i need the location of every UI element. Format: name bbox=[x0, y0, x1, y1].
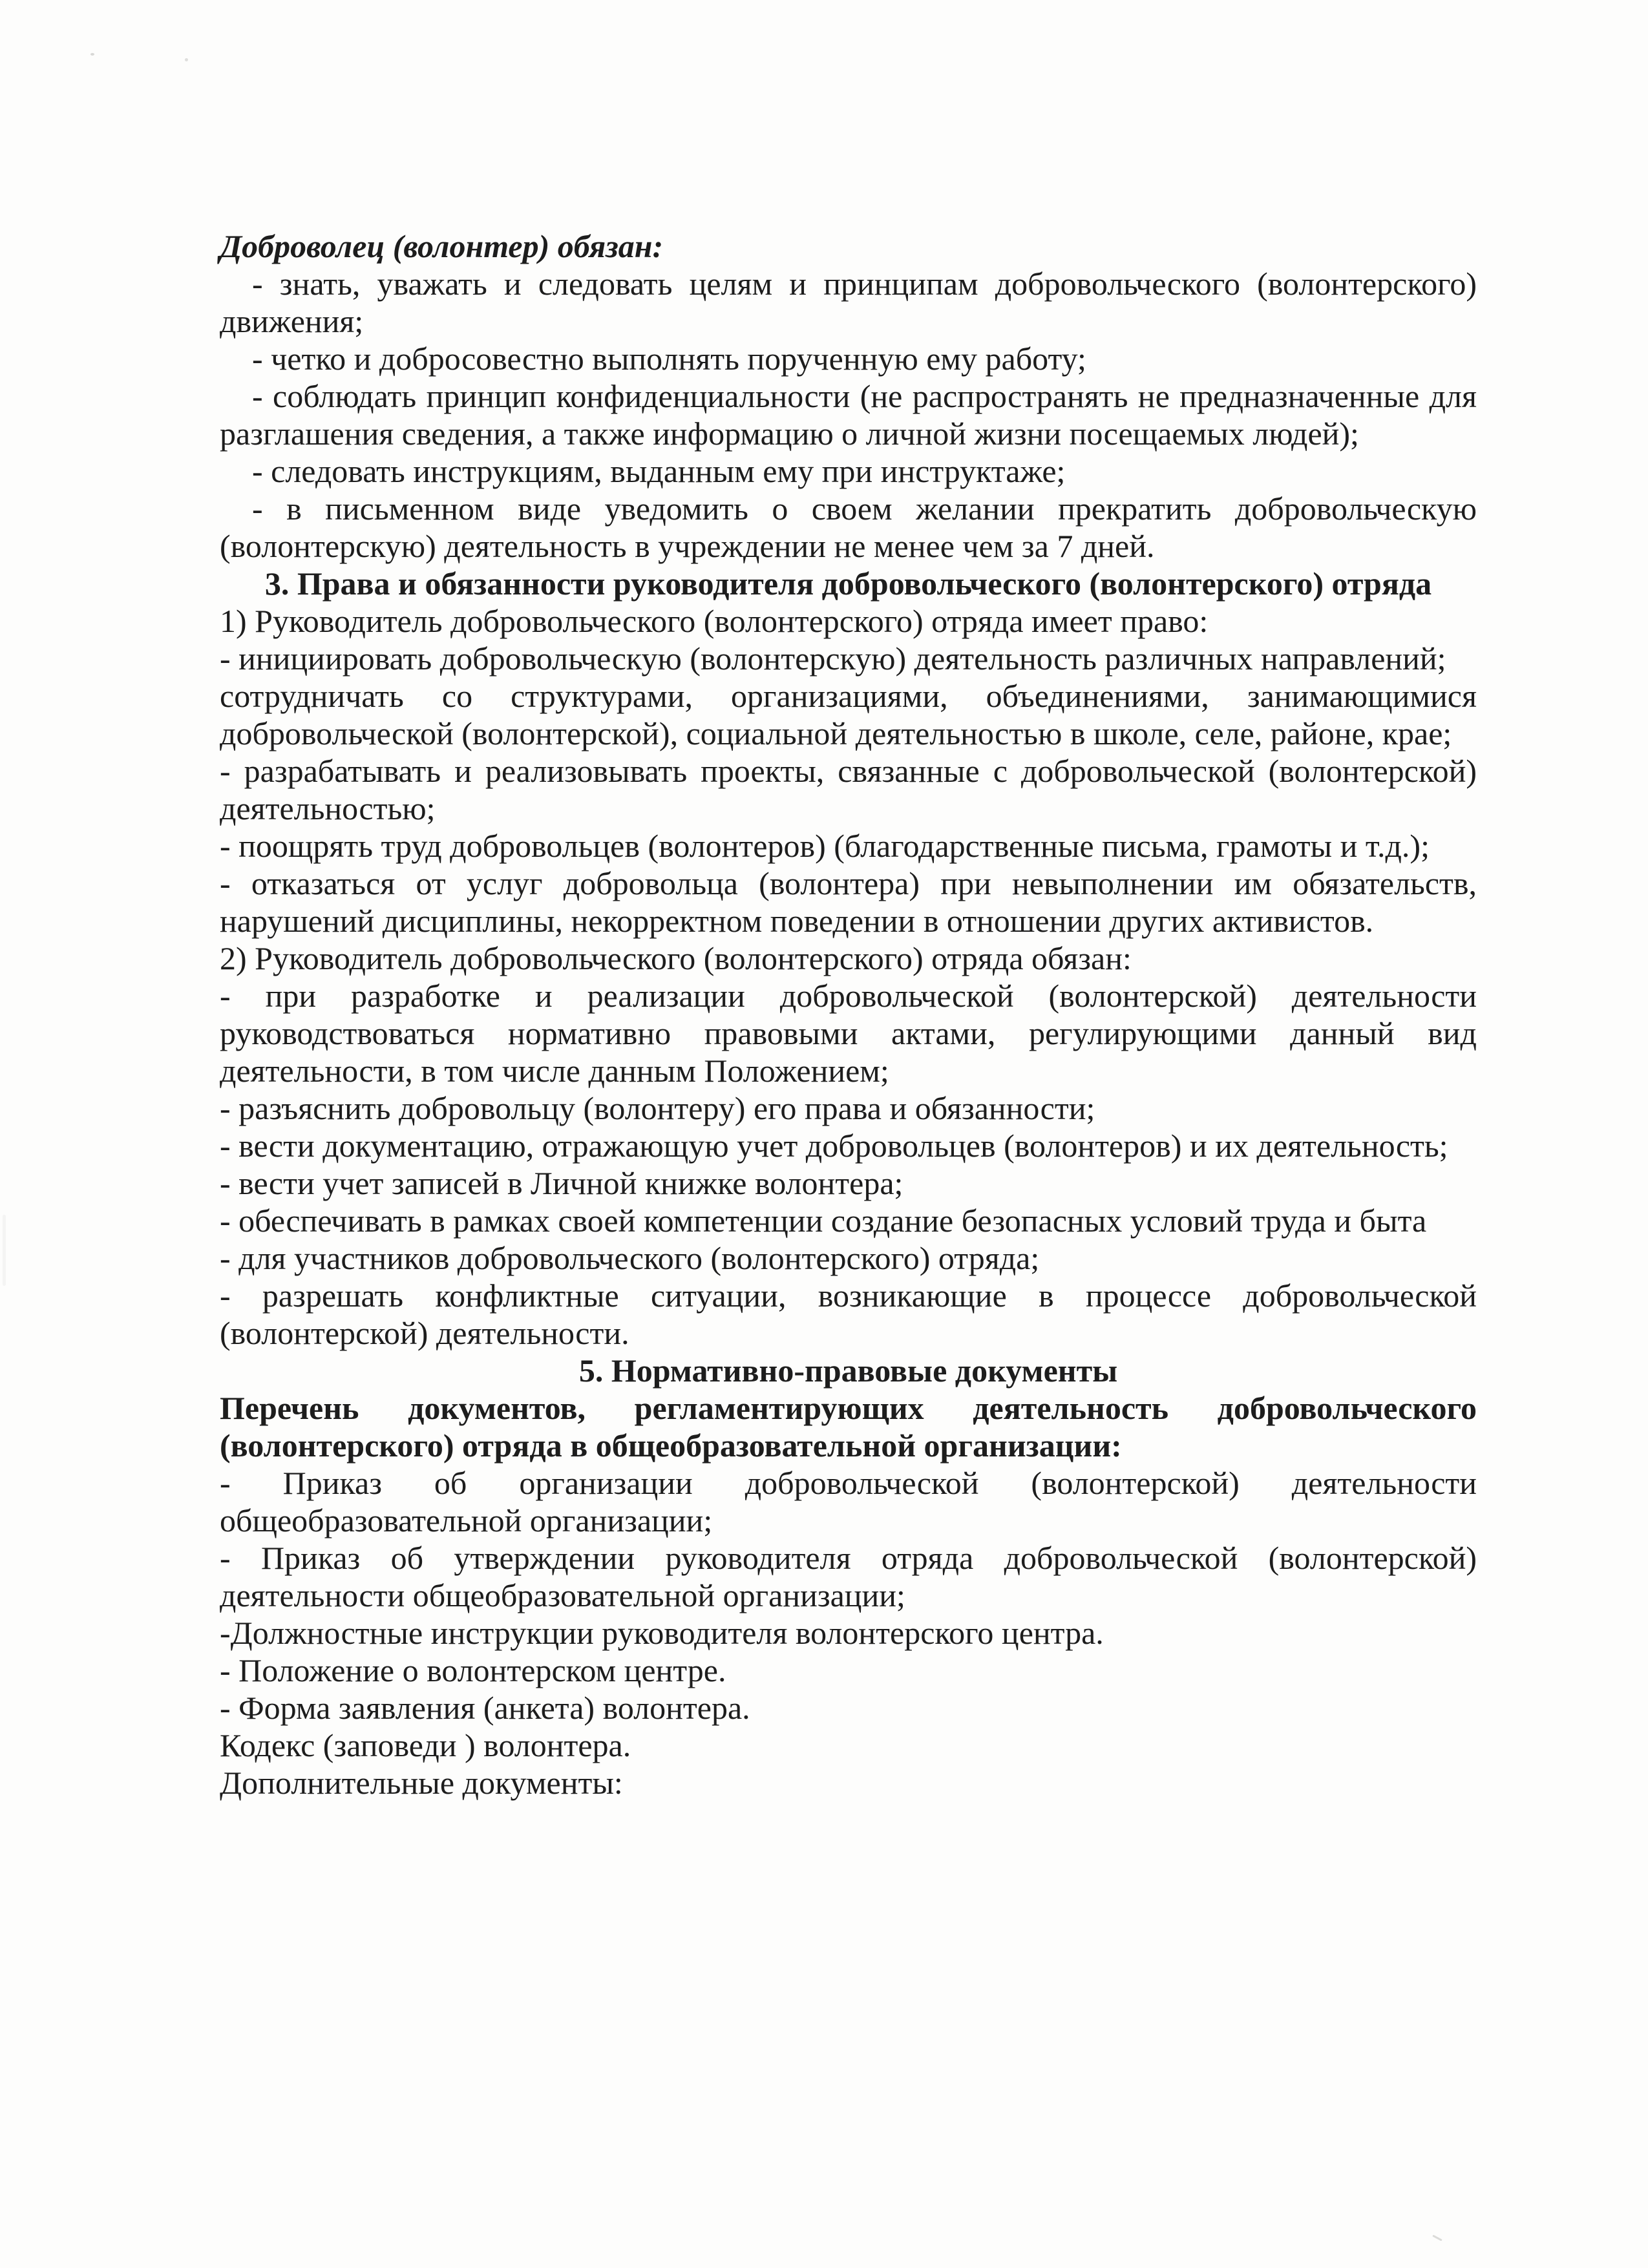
leader-duty-item: - разрешать конфликтные ситуации, возникающие в процессе добровольческой (волонтерской) деятельности. bbox=[220, 1277, 1477, 1351]
duty-item: - в письменном виде уведомить о своем желании прекратить добровольческую (волонтерскую) деятельность в учреждении не менее чем за 7 дней. bbox=[220, 490, 1477, 564]
leader-rights-intro: 1) Руководитель добровольческого (волонтерского) отряда имеет право: bbox=[220, 603, 1209, 639]
document-item: - Форма заявления (анкета) волонтера. bbox=[220, 1690, 750, 1726]
document-item: - Приказ об организации добровольческой (волонтерской) деятельности общеобразовательной организации; bbox=[220, 1465, 1477, 1538]
duty-item: - четко и добросовестно выполнять порученную ему работу; bbox=[252, 341, 1086, 377]
right-item: - отказаться от услуг добровольца (волонтера) при невыполнении им обязательств, нарушений дисциплины, некорректном поведении в отношении других активистов. bbox=[220, 865, 1477, 939]
duty-item: - знать, уважать и следовать целям и принципам добровольческого (волонтерского) движения; bbox=[220, 266, 1477, 339]
right-item: сотрудничать со структурами, организациями, объединениями, занимающимися добровольческой (волонтерской), социальной деятельностью в школе, селе, районе, крае; bbox=[220, 678, 1477, 751]
scan-artifact bbox=[185, 58, 188, 61]
document-item: - Приказ об утверждении руководителя отряда добровольческой (волонтерской) деятельности общеобразовательной организации; bbox=[220, 1540, 1477, 1613]
volunteer-duties-heading: Доброволец (волонтер) обязан: bbox=[220, 228, 664, 264]
leader-duty-item: - разъяснить добровольцу (волонтеру) его права и обязанности; bbox=[220, 1090, 1095, 1126]
document-content bbox=[220, 227, 1477, 1801]
right-item: - поощрять труд добровольцев (волонтеров) (благодарственные письма, грамоты и т.д.); bbox=[220, 828, 1430, 864]
scan-artifact bbox=[1432, 2234, 1442, 2241]
document-item: Кодекс (заповеди ) волонтера. bbox=[220, 1727, 631, 1763]
scan-artifact bbox=[90, 53, 94, 56]
document-item: - Положение о волонтерском центре. bbox=[220, 1652, 726, 1688]
duty-item: - следовать инструкциям, выданным ему при инструктаже; bbox=[252, 453, 1066, 489]
right-item: - разрабатывать и реализовывать проекты, связанные с добровольческой (волонтерской) деятельностью; bbox=[220, 753, 1477, 826]
section-5-heading: 5. Нормативно-правовые документы bbox=[578, 1352, 1118, 1389]
document-item: -Должностные инструкции руководителя волонтерского центра. bbox=[220, 1615, 1104, 1651]
documents-list-intro: Перечень документов, регламентирующих деятельность добровольческого (волонтерского) отряда в общеобразовательной организации: bbox=[220, 1390, 1477, 1464]
document-item: Дополнительные документы: bbox=[220, 1765, 623, 1801]
leader-duty-item: - вести учет записей в Личной книжке волонтера; bbox=[220, 1165, 903, 1201]
leader-duty-item: - обеспечивать в рамках своей компетенции создание безопасных условий труда и быта bbox=[220, 1202, 1427, 1239]
leader-duty-item: - для участников добровольческого (волонтерского) отряда; bbox=[220, 1240, 1040, 1276]
duty-item: - соблюдать принцип конфиденциальности (не распространять не предназначенные для разглашения сведения, а также информацию о личной жизни посещаемых людей); bbox=[220, 378, 1477, 452]
right-item: - инициировать добровольческую (волонтерскую) деятельность различных направлений; bbox=[220, 640, 1446, 677]
leader-duties-intro: 2) Руководитель добровольческого (волонтерского) отряда обязан: bbox=[220, 940, 1132, 976]
leader-duty-item: - вести документацию, отражающую учет добровольцев (волонтеров) и их деятельность; bbox=[220, 1128, 1448, 1164]
section-3-heading: 3. Права и обязанности руководителя добровольческого (волонтерского) отряда bbox=[264, 565, 1432, 602]
leader-duty-item: - при разработке и реализации добровольческой (волонтерской) деятельности руководствоваться нормативно правовыми актами, регулирующими данный вид деятельности, в том числе данным Положением; bbox=[220, 978, 1477, 1089]
scan-artifact bbox=[3, 1215, 6, 1286]
